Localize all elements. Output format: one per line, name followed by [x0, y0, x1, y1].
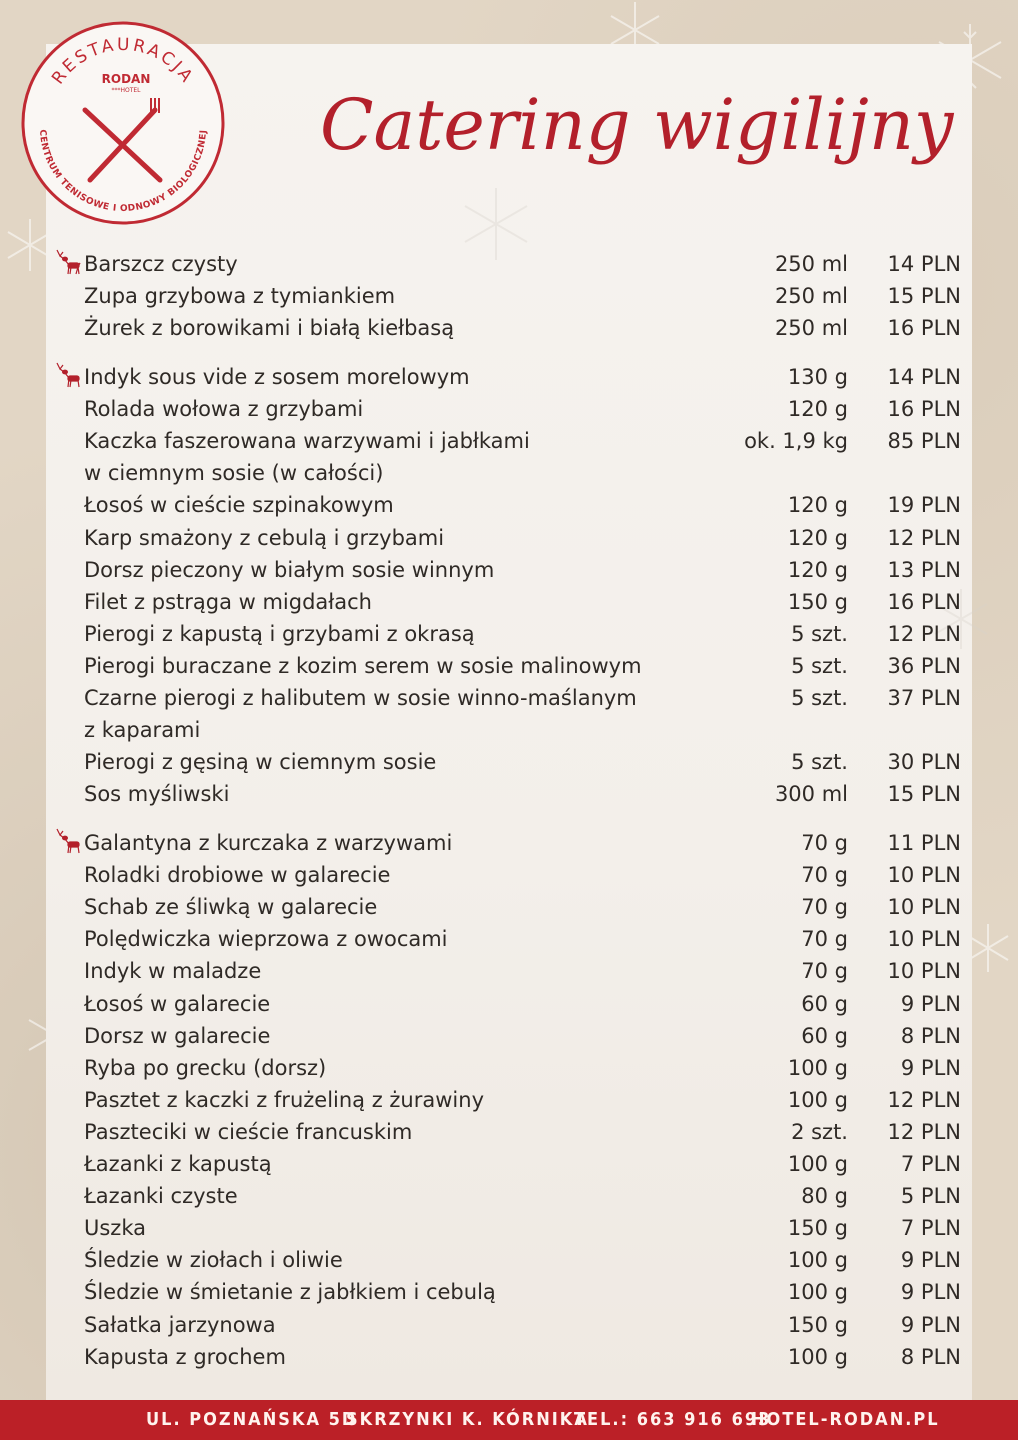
menu-item-price: 8 PLN	[900, 1023, 961, 1048]
menu-item	[84, 891, 964, 923]
menu-item	[84, 425, 964, 457]
menu-item-name: Pierogi z gęsiną w ciemnym sosie	[84, 750, 437, 775]
menu-item-name: Dorsz pieczony w białym sosie winnym	[84, 557, 495, 582]
menu-item-price: 12 PLN	[887, 525, 961, 550]
menu-item-quantity: 250 ml	[774, 284, 848, 309]
menu-item-name: Sałatka jarzynowa	[84, 1312, 276, 1337]
menu-item	[84, 923, 964, 955]
menu-item-price: 13 PLN	[887, 557, 961, 582]
menu-item-name: Rolada wołowa z grzybami	[84, 397, 364, 422]
menu-item-name: z kaparami	[84, 718, 201, 743]
menu-item	[84, 682, 964, 714]
menu-item-name: Łazanki czyste	[84, 1184, 238, 1209]
menu-item-price: 16 PLN	[887, 589, 961, 614]
menu-item-price: 16 PLN	[887, 397, 961, 422]
menu-item	[84, 1020, 964, 1052]
menu-item	[84, 746, 964, 778]
menu-item-name: Ryba po grecku (dorsz)	[84, 1055, 327, 1080]
footer-phone: TEL.: 663 916 693	[574, 1409, 772, 1430]
menu-item-price: 7 PLN	[900, 1216, 961, 1241]
menu-item-price: 15 PLN	[887, 284, 961, 309]
menu-item	[84, 1084, 964, 1116]
menu-item-quantity: 70 g	[801, 927, 848, 952]
menu-item-price: 14 PLN	[887, 252, 961, 276]
reindeer-icon	[54, 361, 82, 389]
menu-item-price: 19 PLN	[887, 493, 961, 518]
menu-item-quantity: 70 g	[801, 895, 848, 920]
menu-item-name: Schab ze śliwką w galarecie	[84, 895, 378, 920]
menu-item-price: 8 PLN	[900, 1344, 961, 1369]
menu-item-name: Śledzie w śmietanie z jabłkiem i cebulą	[84, 1280, 496, 1305]
menu-item-quantity: 70 g	[801, 831, 848, 855]
menu-item-name: Indyk w maladze	[84, 959, 262, 984]
menu-item	[84, 361, 964, 393]
menu-item	[84, 554, 964, 586]
menu-item	[84, 312, 964, 344]
menu-item-name: Łosoś w galarecie	[84, 991, 271, 1016]
menu-item-quantity: 80 g	[801, 1184, 848, 1209]
menu-item-quantity: ok. 1,9 kg	[744, 429, 848, 454]
menu-item-name: Żurek z borowikami i białą kiełbasą	[84, 316, 455, 341]
menu-item-price: 15 PLN	[887, 782, 961, 807]
menu-item-quantity: 150 g	[787, 1216, 848, 1241]
menu-item-quantity: 150 g	[787, 1312, 848, 1337]
menu-item	[84, 778, 964, 810]
menu-item-price: 30 PLN	[887, 750, 961, 775]
menu-item	[84, 1180, 964, 1212]
menu-item-quantity: 5 szt.	[791, 621, 848, 646]
reindeer-icon	[54, 248, 82, 276]
menu-item	[84, 1276, 964, 1308]
menu-item-price: 85 PLN	[887, 429, 961, 454]
logo-brand: RODAN	[101, 72, 151, 86]
menu-item-price: 10 PLN	[887, 895, 961, 920]
menu-item-name: Barszcz czysty	[84, 252, 238, 276]
menu-item-price: 10 PLN	[887, 959, 961, 984]
menu-item-quantity: 100 g	[787, 1087, 848, 1112]
menu-item	[84, 618, 964, 650]
menu-item-price: 11 PLN	[887, 831, 961, 855]
menu-item-quantity: 150 g	[787, 589, 848, 614]
menu-item	[84, 955, 964, 987]
menu-item-name: Pierogi buraczane z kozim serem w sosie malinowym	[84, 653, 642, 678]
menu-item-price: 9 PLN	[900, 991, 961, 1016]
menu-item-price: 9 PLN	[900, 1312, 961, 1337]
menu-item-name: Polędwiczka wieprzowa z owocami	[84, 927, 448, 952]
menu-item-quantity: 300 ml	[774, 782, 848, 807]
menu-item	[84, 650, 964, 682]
menu-item-price: 10 PLN	[887, 863, 961, 888]
menu-item-quantity: 60 g	[801, 1023, 848, 1048]
logo-top-text: RESTAURACJA	[48, 34, 198, 89]
menu-item	[84, 859, 964, 891]
menu-item-name: Pierogi z kapustą i grzybami z okrasą	[84, 621, 475, 646]
menu-item-name: Karp smażony z cebulą i grzybami	[84, 525, 445, 550]
menu-item-name: Filet z pstrąga w migdałach	[84, 589, 372, 614]
menu-item-name: Galantyna z kurczaka z warzywami	[84, 831, 453, 855]
logo-bottom-text: CENTRUM TENISOWE I ODNOWY BIOLOGICZNEJ	[36, 129, 210, 215]
reindeer-icon	[54, 827, 82, 855]
menu-item	[84, 393, 964, 425]
footer-bar	[0, 1400, 1018, 1440]
menu-item-quantity: 70 g	[801, 863, 848, 888]
menu-item-name: Zupa grzybowa z tymiankiem	[84, 284, 396, 309]
menu-item-price: 14 PLN	[887, 365, 961, 389]
menu-item-price: 5 PLN	[900, 1184, 961, 1209]
menu-item-price: 36 PLN	[887, 653, 961, 678]
menu-item-price: 7 PLN	[900, 1152, 961, 1176]
menu-item	[84, 586, 964, 618]
menu-item-quantity: 100 g	[787, 1248, 848, 1273]
menu-item	[84, 280, 964, 312]
menu-item-quantity: 120 g	[787, 397, 848, 422]
menu-item-quantity: 5 szt.	[791, 686, 848, 710]
menu-item-name: Sos myśliwski	[84, 782, 230, 807]
menu-item-quantity: 5 szt.	[791, 750, 848, 775]
menu-item	[84, 714, 964, 746]
menu-item-price: 12 PLN	[887, 621, 961, 646]
menu-item-name: Roladki drobiowe w galarecie	[84, 863, 391, 888]
footer-website: HOTEL-RODAN.PL	[751, 1409, 940, 1430]
menu-item	[84, 1212, 964, 1244]
menu-item-price: 9 PLN	[900, 1248, 961, 1273]
menu-item-name: Pasztet z kaczki z frużeliną z żurawiny	[84, 1087, 484, 1112]
menu-item-quantity: 100 g	[787, 1280, 848, 1305]
menu-item-name: Śledzie w ziołach i oliwie	[84, 1248, 343, 1273]
menu-item-price: 10 PLN	[887, 927, 961, 952]
menu-item	[84, 827, 964, 859]
menu-item-quantity: 130 g	[787, 365, 848, 389]
menu-item-name: Łazanki z kapustą	[84, 1152, 272, 1176]
menu-item-quantity: 100 g	[787, 1344, 848, 1369]
menu-item-price: 12 PLN	[887, 1087, 961, 1112]
menu-item	[84, 1341, 964, 1373]
menu-item-quantity: 120 g	[787, 525, 848, 550]
menu-item-name: Uszka	[84, 1216, 146, 1241]
menu-item-name: Kapusta z grochem	[84, 1344, 286, 1369]
menu-item-name: Łosoś w cieście szpinakowym	[84, 493, 394, 518]
menu-item	[84, 1148, 964, 1180]
menu-item-quantity: 100 g	[787, 1152, 848, 1176]
menu-item-price: 37 PLN	[887, 686, 961, 710]
menu-item-quantity: 60 g	[801, 991, 848, 1016]
menu-item-name: Kaczka faszerowana warzywami i jabłkami	[84, 429, 530, 454]
menu-item	[84, 522, 964, 554]
menu-item-quantity: 2 szt.	[791, 1119, 848, 1144]
menu-item-quantity: 250 ml	[774, 316, 848, 341]
restaurant-logo	[20, 20, 226, 226]
menu-item-quantity: 120 g	[787, 493, 848, 518]
menu-item	[84, 248, 964, 280]
footer-city: SKRZYNKI K. KÓRNIKA	[346, 1409, 589, 1430]
menu-item	[84, 1309, 964, 1341]
menu-item-name: Czarne pierogi z halibutem w sosie winno-maślanym	[84, 686, 637, 710]
menu-item-price: 9 PLN	[900, 1055, 961, 1080]
menu-item-name: Paszteciki w cieście francuskim	[84, 1119, 413, 1144]
logo-brand-sub: ***HOTEL	[111, 87, 141, 94]
menu-item	[84, 457, 964, 489]
menu-item	[84, 1052, 964, 1084]
menu-item-name: Dorsz w galarecie	[84, 1023, 271, 1048]
menu-item	[84, 988, 964, 1020]
page-title: Catering wigilijny	[320, 84, 954, 166]
menu-item-name: w ciemnym sosie (w całości)	[84, 461, 384, 486]
menu-item-price: 16 PLN	[887, 316, 961, 341]
menu-item-quantity: 70 g	[801, 959, 848, 984]
menu-item	[84, 1116, 964, 1148]
menu-item-price: 9 PLN	[900, 1280, 961, 1305]
menu-item-quantity: 100 g	[787, 1055, 848, 1080]
footer-address: UL. POZNAŃSKA 5D	[146, 1409, 358, 1430]
menu-item-quantity: 5 szt.	[791, 653, 848, 678]
menu-item-quantity: 250 ml	[774, 252, 848, 276]
menu-item	[84, 1244, 964, 1276]
menu-item	[84, 489, 964, 521]
menu-item-quantity: 120 g	[787, 557, 848, 582]
menu-item-price: 12 PLN	[887, 1119, 961, 1144]
menu-item-name: Indyk sous vide z sosem morelowym	[84, 365, 470, 389]
